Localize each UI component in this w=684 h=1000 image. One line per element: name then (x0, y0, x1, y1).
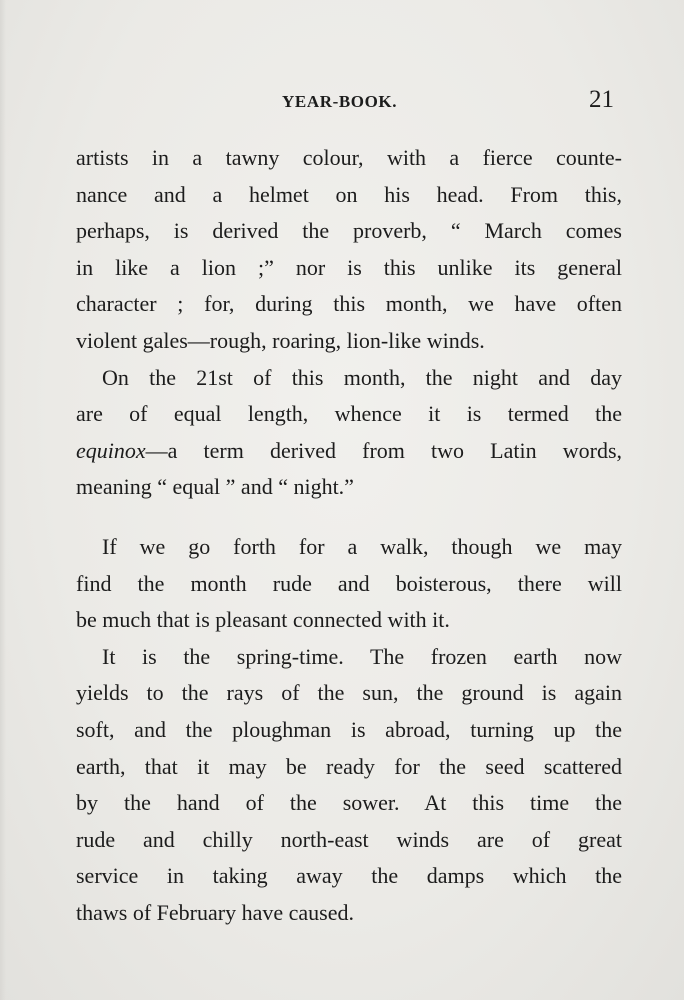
page-edge-shadow (0, 0, 6, 1000)
text-line: meaning “ equal ” and “ night.” (76, 474, 354, 500)
text-line: violent gales—rough, roaring, lion-like winds. (76, 327, 485, 353)
page-header (76, 86, 622, 120)
text-line: It is the spring-time. The frozen earth now (102, 643, 622, 669)
text-line: be much that is pleasant connected with it. (76, 607, 450, 633)
italic-term: equinox (76, 437, 146, 463)
text-line: On the 21st of this month, the night and day (102, 364, 622, 390)
text-line: perhaps, is derived the proverb, “ March comes (76, 218, 622, 244)
text-line: are of equal length, whence it is termed the (76, 401, 622, 427)
text-line: rude and chilly north-east winds are of great (76, 826, 622, 852)
body-text (76, 140, 622, 931)
running-head: YEAR-BOOK. (282, 92, 398, 111)
text-line-equinox (76, 433, 622, 470)
page-number: 21 (589, 86, 614, 113)
text-line: nance and a helmet on his head. From this, (76, 181, 622, 207)
text-line-rest: —a term derived from two Latin words, (145, 437, 622, 463)
text-line: artists in a tawny colour, with a fierce counte- (76, 145, 622, 170)
text-line: soft, and the ploughman is abroad, turning up the (76, 716, 622, 742)
text-line: If we go forth for a walk, though we may (102, 533, 622, 559)
text-line: service in taking away the damps which the (76, 863, 622, 889)
text-line: character ; for, during this month, we have often (76, 291, 622, 317)
text-line: earth, that it may be ready for the seed scattered (76, 753, 622, 779)
text-line: thaws of February have caused. (76, 899, 354, 925)
text-line: by the hand of the sower. At this time the (76, 790, 622, 816)
text-line: yields to the rays of the sun, the ground is again (76, 680, 622, 706)
text-line: find the month rude and boisterous, there will (76, 570, 622, 596)
text-line: in like a lion ;” nor is this unlike its general (76, 254, 622, 280)
